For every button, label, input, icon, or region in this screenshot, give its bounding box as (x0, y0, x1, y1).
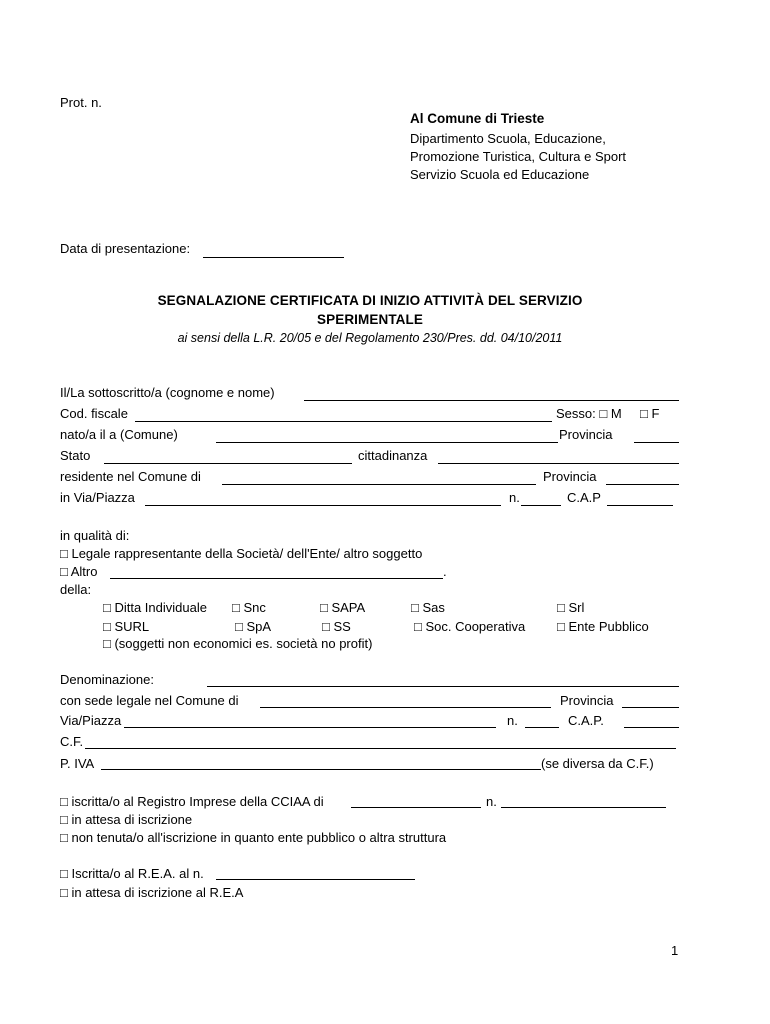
legal-seat-province-label: Provincia (560, 693, 614, 708)
other-field[interactable] (110, 578, 443, 579)
recipient-title: Al Comune di Trieste (410, 111, 545, 126)
quality-heading: in qualità di: (60, 528, 130, 543)
option-srl[interactable]: □ Srl (557, 600, 585, 615)
citizenship-label: cittadinanza (358, 448, 428, 463)
option-sas[interactable]: □ Sas (411, 600, 445, 615)
recipient-line: Servizio Scuola ed Educazione (410, 167, 590, 182)
legal-seat-label: con sede legale nel Comune di (60, 693, 239, 708)
registry-number-field[interactable] (501, 807, 666, 808)
residence-label: residente nel Comune di (60, 469, 201, 484)
rea-number-field[interactable] (216, 879, 415, 880)
legal-representative-checkbox[interactable]: □ Legale rappresentante della Società/ dell'Ente/ altro soggetto (60, 546, 423, 561)
company-tax-code-field[interactable] (85, 748, 676, 749)
other-period: . (443, 564, 447, 579)
vat-label: P. IVA (60, 756, 95, 771)
form-title-line-1: SEGNALAZIONE CERTIFICATA DI INIZIO ATTIVITÀ DEL SERVIZIO (157, 293, 583, 308)
submission-date-label: Data di presentazione: (60, 241, 191, 256)
option-spa[interactable]: □ SpA (235, 619, 272, 634)
birth-province-field[interactable] (634, 442, 679, 443)
registry-pending-checkbox[interactable]: □ in attesa di iscrizione (60, 812, 193, 827)
address-number-label: n. (509, 490, 520, 505)
address-field[interactable] (145, 505, 501, 506)
residence-province-field[interactable] (606, 484, 679, 485)
option-snc[interactable]: □ Snc (232, 600, 266, 615)
rea-checkbox[interactable]: □ Iscritta/o al R.E.A. al n. (60, 866, 204, 881)
option-surl[interactable]: □ SURL (103, 619, 150, 634)
company-tax-code-label: C.F. (60, 734, 84, 749)
of-label: della: (60, 582, 92, 597)
state-label: Stato (60, 448, 91, 463)
recipient-line: Promozione Turistica, Cultura e Sport (410, 149, 627, 164)
tax-code-label: Cod. fiscale (60, 406, 128, 421)
sex-m-checkbox[interactable]: Sesso: □ M (556, 406, 622, 421)
option-soc-cooperativa[interactable]: □ Soc. Cooperativa (414, 619, 526, 634)
company-number-field[interactable] (525, 727, 559, 728)
address-number-field[interactable] (521, 505, 561, 506)
option-ente-pubblico[interactable]: □ Ente Pubblico (557, 619, 649, 634)
undersigned-name-field[interactable] (304, 400, 679, 401)
birth-province-label: Provincia (559, 427, 613, 442)
option-non-profit[interactable]: □ (soggetti non economici es. società no profit) (103, 636, 373, 651)
cap-field[interactable] (607, 505, 673, 506)
company-cap-label: C.A.P. (568, 713, 604, 728)
company-street-field[interactable] (124, 727, 496, 728)
undersigned-label: Il/La sottoscritto/a (cognome e nome) (60, 385, 275, 400)
registry-city-field[interactable] (351, 807, 481, 808)
protocol-number-label: Prot. n. (60, 95, 102, 110)
legal-seat-province-field[interactable] (622, 707, 679, 708)
company-street-label: Via/Piazza (60, 713, 122, 728)
company-name-label: Denominazione: (60, 672, 154, 687)
company-cap-field[interactable] (624, 727, 679, 728)
vat-note: (se diversa da C.F.) (541, 756, 654, 771)
residence-field[interactable] (222, 484, 536, 485)
sex-f-checkbox[interactable]: □ F (640, 406, 660, 421)
option-ss[interactable]: □ SS (322, 619, 351, 634)
citizenship-field[interactable] (438, 463, 679, 464)
state-field[interactable] (104, 463, 352, 464)
registry-number-label: n. (486, 794, 497, 809)
legal-seat-field[interactable] (260, 707, 551, 708)
tax-code-field[interactable] (135, 421, 552, 422)
rea-pending-checkbox[interactable]: □ in attesa di iscrizione al R.E.A (60, 885, 244, 900)
residence-province-label: Provincia (543, 469, 597, 484)
registry-not-required-checkbox[interactable]: □ non tenuta/o all'iscrizione in quanto ente pubblico o altra struttura (60, 830, 447, 845)
page-number: 1 (671, 943, 679, 958)
recipient-line: Dipartimento Scuola, Educazione, (410, 131, 606, 146)
other-checkbox[interactable]: □ Altro (60, 564, 98, 579)
cap-label: C.A.P (567, 490, 601, 505)
company-number-label: n. (507, 713, 518, 728)
form-title-line-2: SPERIMENTALE (317, 312, 423, 327)
company-name-field[interactable] (207, 686, 679, 687)
submission-date-field[interactable] (203, 257, 344, 258)
birth-field[interactable] (216, 442, 558, 443)
form-subtitle: ai sensi della L.R. 20/05 e del Regolamento 230/Pres. dd. 04/10/2011 (177, 331, 563, 345)
business-registry-checkbox[interactable]: □ iscritta/o al Registro Imprese della CCIAA di (60, 794, 324, 809)
vat-field[interactable] (101, 769, 541, 770)
option-sapa[interactable]: □ SAPA (320, 600, 366, 615)
option-ditta-individuale[interactable]: □ Ditta Individuale (103, 600, 207, 615)
birth-label: nato/a il a (Comune) (60, 427, 178, 442)
address-label: in Via/Piazza (60, 490, 135, 505)
